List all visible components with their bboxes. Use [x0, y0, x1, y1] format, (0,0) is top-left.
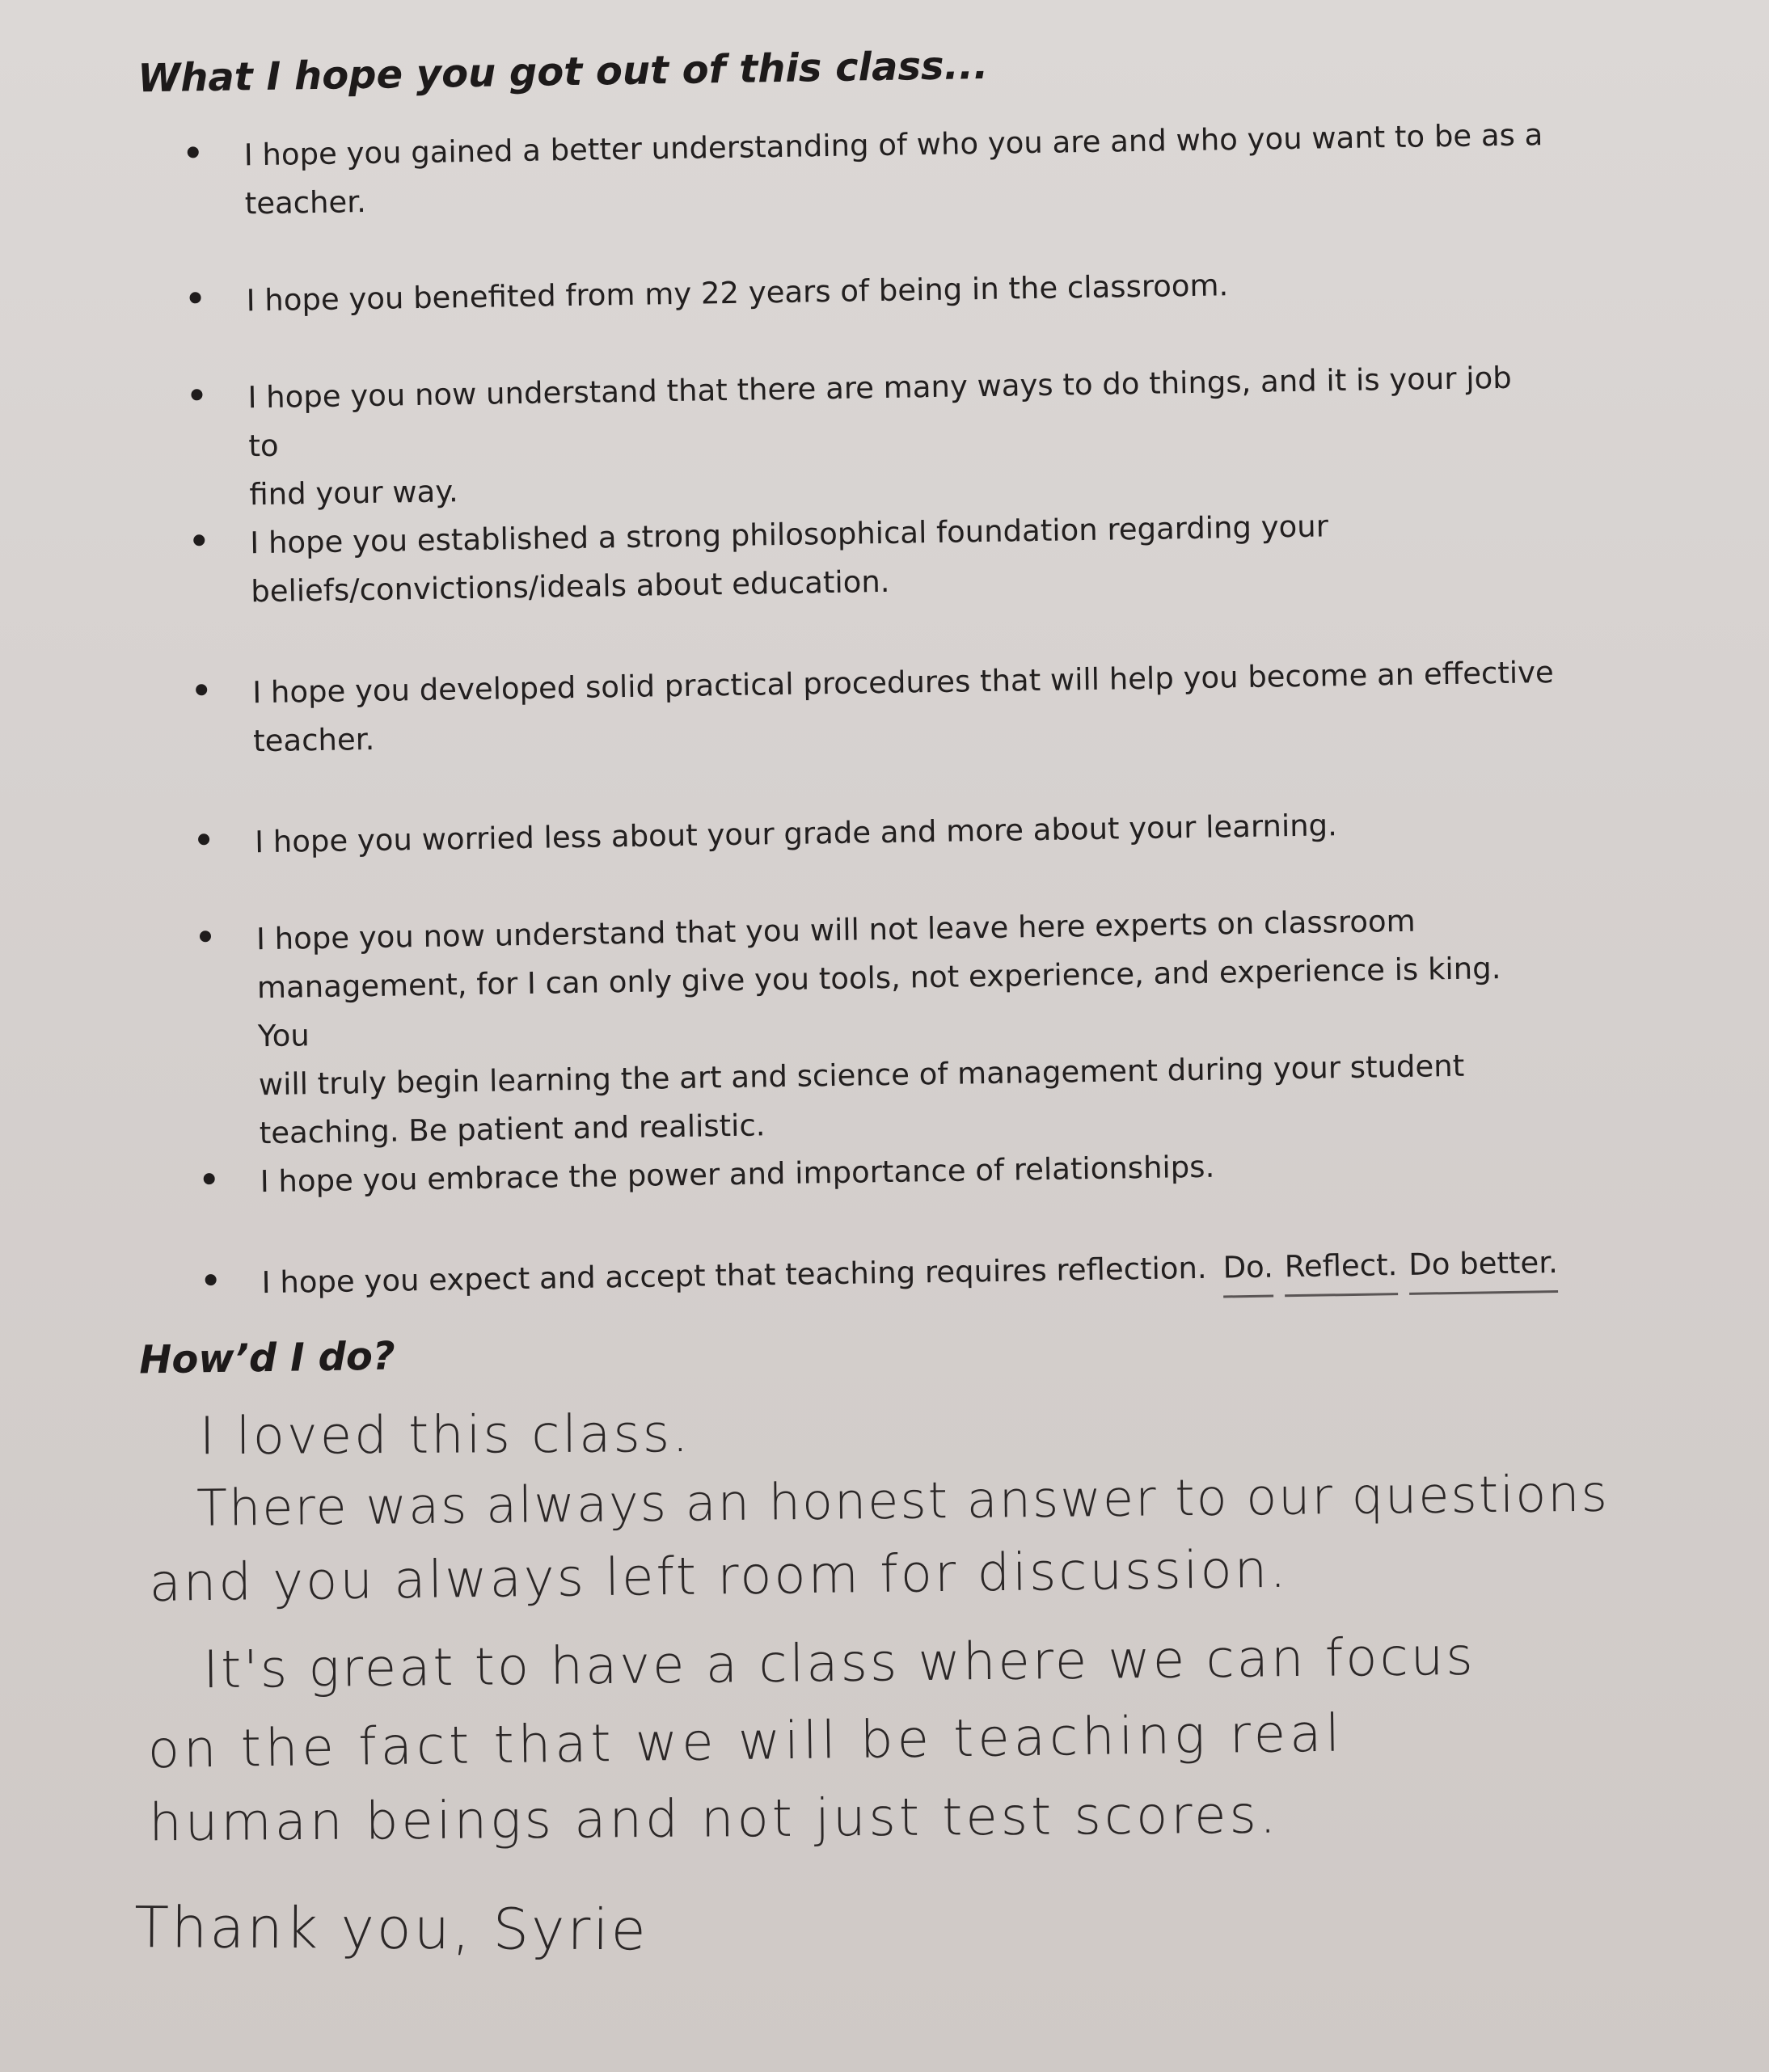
list-item-text: I hope you worried less about your grade and more about your learning. [254, 808, 1338, 860]
handwritten-line: I loved this class. [199, 1404, 691, 1467]
feedback-heading: How’d I do? [138, 1333, 396, 1383]
handwritten-line: on the fact that we will be teaching real [147, 1703, 1345, 1781]
list-item-text: I hope you embrace the power and importance of relationships. [260, 1149, 1215, 1200]
underlined-phrase: Reflect. [1284, 1241, 1398, 1297]
list-item-text: I hope you benefited from my 22 years of being in the classroom. [246, 268, 1229, 319]
underlined-phrase: Do. [1222, 1243, 1273, 1298]
underlined-phrase: Do better. [1408, 1239, 1559, 1295]
list-item-text: I hope you now understand that there are many ways to do things, and it is your job to find your way. [247, 360, 1513, 513]
handwritten-line: and you always left room for discussion. [149, 1539, 1289, 1614]
list-item-text: I hope you developed solid practical procedures that will help you become an effective teacher. [251, 654, 1555, 759]
page-title: What I hope you got out of this class... [137, 42, 989, 102]
handwritten-line: It's great to have a class where we can focus [202, 1627, 1476, 1701]
reflection-text: I hope you expect and accept that teaching requires reflection. [261, 1250, 1207, 1301]
handwritten-line: human beings and not just test scores. [148, 1785, 1280, 1854]
handwritten-line: There was always an honest answer to our questions [196, 1463, 1610, 1538]
list-item-text: I hope you now understand that you will not leave here experts on classroom management, for I can only give you tools, not experience, and experience is king. You will truly begin learning the art and science of management during your student teaching. Be patient and realistic. [255, 903, 1501, 1151]
list-item-text: I hope you gained a better understanding of who you are and who you want to be as a teacher. [243, 117, 1543, 222]
list-item-text: I hope you established a strong philosophical foundation regarding your beliefs/convictions/ideals about education. [250, 509, 1329, 610]
signature: Thank you, Syrie [134, 1894, 648, 1964]
